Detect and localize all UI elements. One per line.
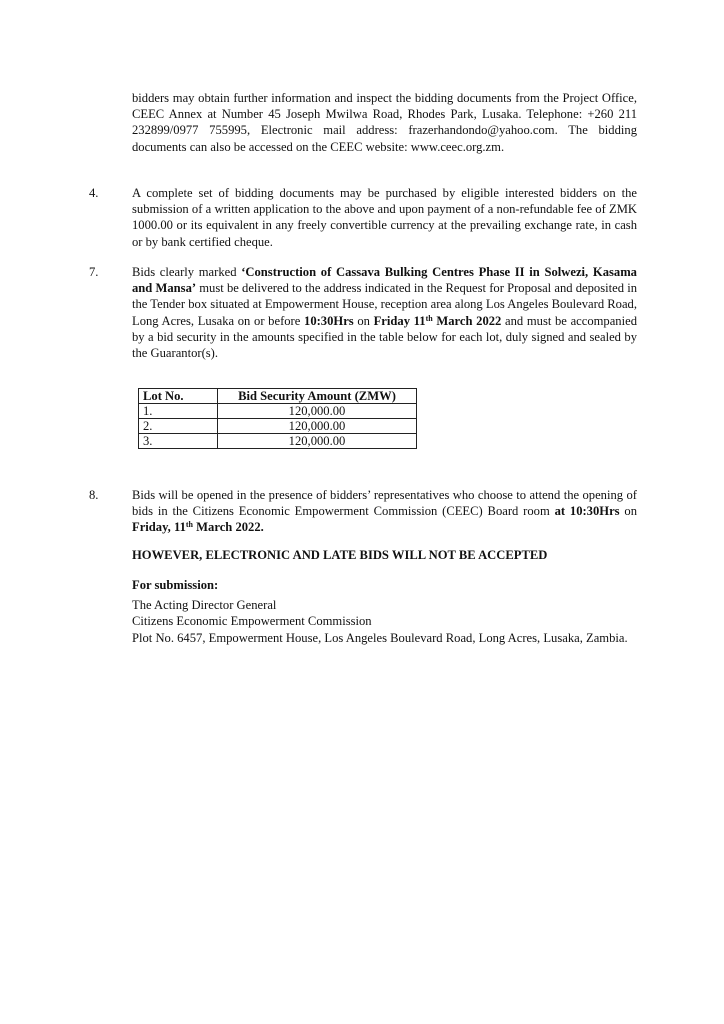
submission-heading: For submission: xyxy=(132,578,219,592)
intro-paragraph: bidders may obtain further information and inspect the bidding documents from the Project Office, CEEC Annex at Number 45 Joseph Mwilwa Road, Rhodes Park, Lusaka. Telephone: +260 211 232899/0977 755995, Electronic mail address: frazerhandondo@yahoo.com. The bidding documents can also be accessed on the CEEC website: www.ceec.org.zm. xyxy=(132,91,637,154)
item-8-paragraph xyxy=(132,487,637,536)
item-8-text-2: on xyxy=(619,504,638,519)
table-row xyxy=(139,404,417,419)
item-7-project-title: ‘Construction of Cassava Bulking Centres Phase II in Solwezi, Kasama and Mansa’ xyxy=(132,265,637,296)
item-4-number: 4. xyxy=(89,186,99,200)
table-cell-lot: 3. xyxy=(139,434,218,449)
table-row xyxy=(139,434,417,449)
address-line-2: Citizens Economic Empowerment Commission xyxy=(132,614,372,629)
item-7-text-3: on xyxy=(353,313,374,328)
item-8-number: 8. xyxy=(89,488,99,502)
item-7-paragraph xyxy=(132,264,637,361)
table-header-amount: Bid Security Amount (ZMW) xyxy=(218,389,417,404)
item-7-text-2: must be delivered to the address indicated in the Request for Proposal and deposited in the Tender box situated at Empowerment House, reception area along Los Angeles Boulevard Road, Long Acres, Lusaka on or before xyxy=(132,281,637,328)
table-cell-amount: 120,000.00 xyxy=(218,434,417,449)
item-7-deadline-date: Friday 11th March 2022 xyxy=(373,313,502,328)
address-line-1: The Acting Director General xyxy=(132,598,277,613)
submission-address-block xyxy=(132,577,637,646)
item-7-text-1: Bids clearly marked xyxy=(132,265,242,279)
address-line-3: Plot No. 6457, Empowerment House, Los Angeles Boulevard Road, Long Acres, Lusaka, Zambia. xyxy=(132,630,628,645)
table-cell-amount: 120,000.00 xyxy=(218,419,417,434)
table-header-row xyxy=(139,389,417,404)
bid-security-table xyxy=(138,388,417,449)
item-8-opening-time: at 10:30Hrs xyxy=(554,504,620,519)
table-cell-amount: 120,000.00 xyxy=(218,404,417,419)
item-7-number: 7. xyxy=(89,265,99,279)
item-7-deadline-time: 10:30Hrs xyxy=(304,313,354,328)
table-header-lot: Lot No. xyxy=(139,389,218,404)
item-8-text-1: Bids will be opened in the presence of bidders’ representatives who choose to attend the opening of bids in the Citizens Economic Empowerment Commission (CEEC) Board room xyxy=(132,488,637,519)
table-cell-lot: 1. xyxy=(139,404,218,419)
late-bids-notice: HOWEVER, ELECTRONIC AND LATE BIDS WILL NOT BE ACCEPTED xyxy=(132,548,548,562)
item-4-paragraph: A complete set of bidding documents may be purchased by eligible interested bidders on the submission of a written application to the above and upon payment of a non-refundable fee of ZMK 1000.00 or its equivalent in any freely convertible currency at the prevailing exchange rate, in cash or by bank certified cheque. xyxy=(132,186,637,249)
table-row xyxy=(139,419,417,434)
item-8-opening-date: Friday, 11th March 2022. xyxy=(132,520,264,535)
item-7-text-4: and must be accompanied by a bid security in the amounts specified in the table below for each lot, duly signed and sealed by the Guarantor(s). xyxy=(132,313,637,361)
table-cell-lot: 2. xyxy=(139,419,218,434)
